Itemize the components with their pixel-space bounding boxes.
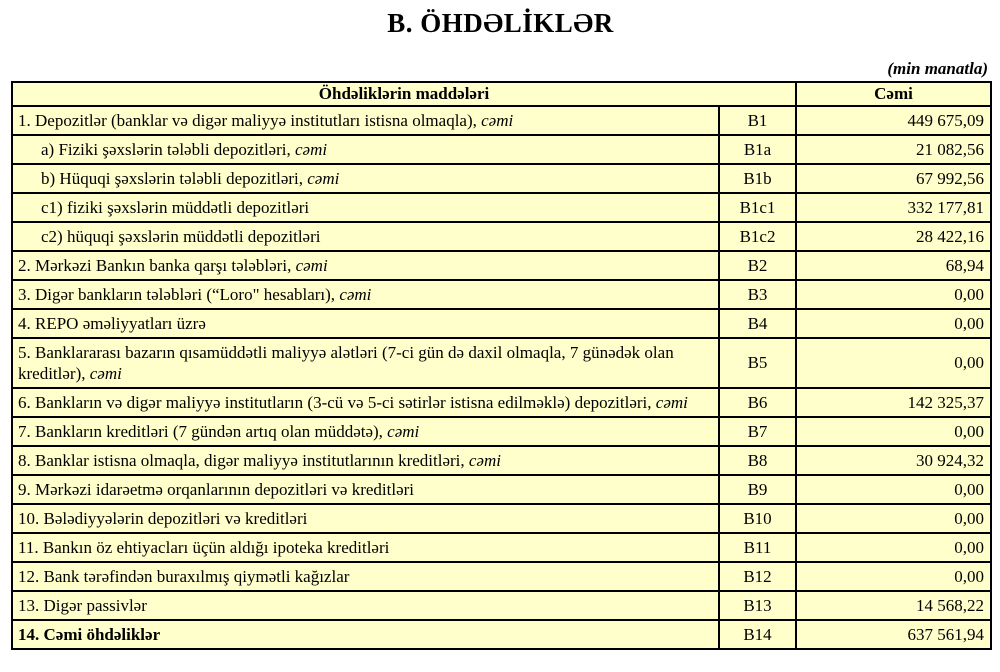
table-body	[12, 106, 991, 649]
row-label: c1) fiziki şəxslərin müddətli depozitləri	[12, 193, 719, 222]
row-code: B14	[719, 620, 796, 649]
row-code: B10	[719, 504, 796, 533]
row-label: 2. Mərkəzi Bankın banka qarşı tələbləri, cəmi	[12, 251, 719, 280]
table-row	[12, 135, 991, 164]
row-value: 637 561,94	[796, 620, 991, 649]
table-row	[12, 620, 991, 649]
table-row	[12, 388, 991, 417]
row-value: 449 675,09	[796, 106, 991, 135]
row-value: 332 177,81	[796, 193, 991, 222]
row-code: B1c1	[719, 193, 796, 222]
row-code: B6	[719, 388, 796, 417]
row-code: B4	[719, 309, 796, 338]
table-row	[12, 106, 991, 135]
row-value: 0,00	[796, 338, 991, 388]
table-row	[12, 504, 991, 533]
table-row	[12, 164, 991, 193]
row-label: 8. Banklar istisna olmaqla, digər maliyyə institutlarının kreditləri, cəmi	[12, 446, 719, 475]
row-value: 21 082,56	[796, 135, 991, 164]
row-code: B5	[719, 338, 796, 388]
row-code: B9	[719, 475, 796, 504]
table-row	[12, 562, 991, 591]
row-code: B1b	[719, 164, 796, 193]
row-label: 12. Bank tərəfindən buraxılmış qiymətli kağızlar	[12, 562, 719, 591]
row-code: B1c2	[719, 222, 796, 251]
unit-note: (min manatla)	[887, 59, 988, 78]
table-row	[12, 446, 991, 475]
row-code: B12	[719, 562, 796, 591]
column-header-items: Öhdəliklərin maddələri	[12, 82, 796, 106]
row-value: 0,00	[796, 533, 991, 562]
row-label: 14. Cəmi öhdəliklər	[12, 620, 719, 649]
table-row	[12, 591, 991, 620]
row-value: 0,00	[796, 504, 991, 533]
row-code: B13	[719, 591, 796, 620]
row-label: 1. Depozitlər (banklar və digər maliyyə institutları istisna olmaqla), cəmi	[12, 106, 719, 135]
row-value: 0,00	[796, 309, 991, 338]
row-code: B7	[719, 417, 796, 446]
liabilities-table	[11, 81, 992, 650]
row-value: 68,94	[796, 251, 991, 280]
row-code: B3	[719, 280, 796, 309]
row-label: a) Fiziki şəxslərin tələbli depozitləri, cəmi	[12, 135, 719, 164]
page-title: B. ÖHDƏLİKLƏR	[387, 8, 614, 38]
row-value: 0,00	[796, 562, 991, 591]
table-row	[12, 533, 991, 562]
table-row	[12, 309, 991, 338]
row-value: 14 568,22	[796, 591, 991, 620]
row-value: 0,00	[796, 280, 991, 309]
column-header-total: Cəmi	[796, 82, 991, 106]
row-label: b) Hüquqi şəxslərin tələbli depozitləri, cəmi	[12, 164, 719, 193]
table-header	[12, 82, 991, 106]
table-row	[12, 475, 991, 504]
table-row	[12, 338, 991, 388]
row-code: B1	[719, 106, 796, 135]
row-label: c2) hüquqi şəxslərin müddətli depozitləri	[12, 222, 719, 251]
table-row	[12, 417, 991, 446]
row-value: 142 325,37	[796, 388, 991, 417]
row-code: B1a	[719, 135, 796, 164]
row-label: 10. Bələdiyyələrin depozitləri və kreditləri	[12, 504, 719, 533]
row-code: B2	[719, 251, 796, 280]
row-label: 5. Banklararası bazarın qısamüddətli maliyyə alətləri (7-ci gün də daxil olmaqla, 7 günədək olan kreditlər), cəmi	[12, 338, 719, 388]
row-label: 13. Digər passivlər	[12, 591, 719, 620]
row-value: 67 992,56	[796, 164, 991, 193]
row-label: 11. Bankın öz ehtiyacları üçün aldığı ipoteka kreditləri	[12, 533, 719, 562]
row-code: B11	[719, 533, 796, 562]
row-value: 0,00	[796, 417, 991, 446]
table-row	[12, 222, 991, 251]
row-code: B8	[719, 446, 796, 475]
row-value: 30 924,32	[796, 446, 991, 475]
row-value: 28 422,16	[796, 222, 991, 251]
table-row	[12, 193, 991, 222]
row-label: 4. REPO əməliyyatları üzrə	[12, 309, 719, 338]
table-row	[12, 280, 991, 309]
row-label: 9. Mərkəzi idarəetmə orqanlarının depozitləri və kreditləri	[12, 475, 719, 504]
row-label: 6. Bankların və digər maliyyə institutların (3-cü və 5-ci sətirlər istisna edilməklə) depozitləri, cəmi	[12, 388, 719, 417]
header-row	[12, 82, 991, 106]
row-label: 7. Bankların kreditləri (7 gündən artıq olan müddətə), cəmi	[12, 417, 719, 446]
table-row	[12, 251, 991, 280]
row-value: 0,00	[796, 475, 991, 504]
row-label: 3. Digər bankların tələbləri (“Loro" hesabları), cəmi	[12, 280, 719, 309]
